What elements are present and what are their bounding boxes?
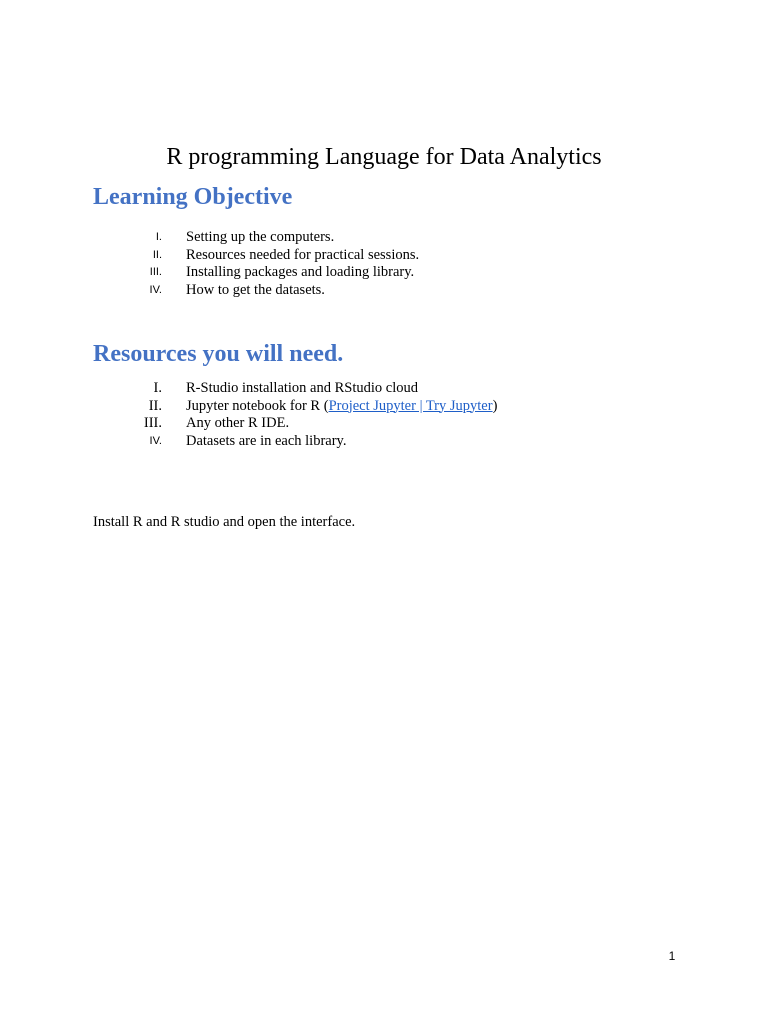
list-item-text: Installing packages and loading library. (186, 264, 415, 280)
body-paragraph: Install R and R studio and open the interface. (93, 514, 356, 530)
list-number: IV. (149, 283, 162, 296)
list-item (0, 433, 768, 451)
list-item (0, 264, 768, 282)
list-item-text: Resources needed for practical sessions. (186, 246, 420, 263)
list-item-text: Setting up the computers. (186, 229, 335, 245)
list-item (0, 380, 768, 398)
section-heading-resources: Resources you will need. (93, 341, 344, 367)
list-number: III. (143, 415, 162, 431)
list-item (0, 247, 768, 265)
list-item (0, 282, 768, 300)
list-item-text: How to get the datasets. (186, 281, 325, 298)
section-heading-learning-objective: Learning Objective (93, 184, 293, 210)
list-number: IV. (149, 434, 162, 447)
list-item (0, 398, 768, 416)
page-number: 1 (668, 949, 676, 963)
document-title: R programming Language for Data Analytics (166, 144, 602, 170)
resources-list (0, 380, 768, 450)
list-item-text-with-link (186, 398, 497, 416)
list-number: I. (153, 380, 162, 396)
list-item-text: R-Studio installation and RStudio cloud (186, 380, 418, 396)
list-number: I. (155, 231, 162, 243)
list-item-text-before-link: Jupyter notebook for R ( (186, 397, 329, 414)
list-item-text-after-link: ) (492, 397, 498, 414)
list-item-text: Datasets are in each library. (186, 432, 347, 449)
list-item (0, 415, 768, 433)
project-jupyter-link[interactable]: Project Jupyter | Try Jupyter (328, 397, 493, 414)
list-item (0, 229, 768, 247)
list-number: II. (148, 397, 162, 414)
list-number: II. (152, 248, 162, 261)
list-item-text: Any other R IDE. (186, 415, 290, 431)
learning-objective-list (0, 229, 768, 299)
list-number: III. (149, 266, 162, 278)
